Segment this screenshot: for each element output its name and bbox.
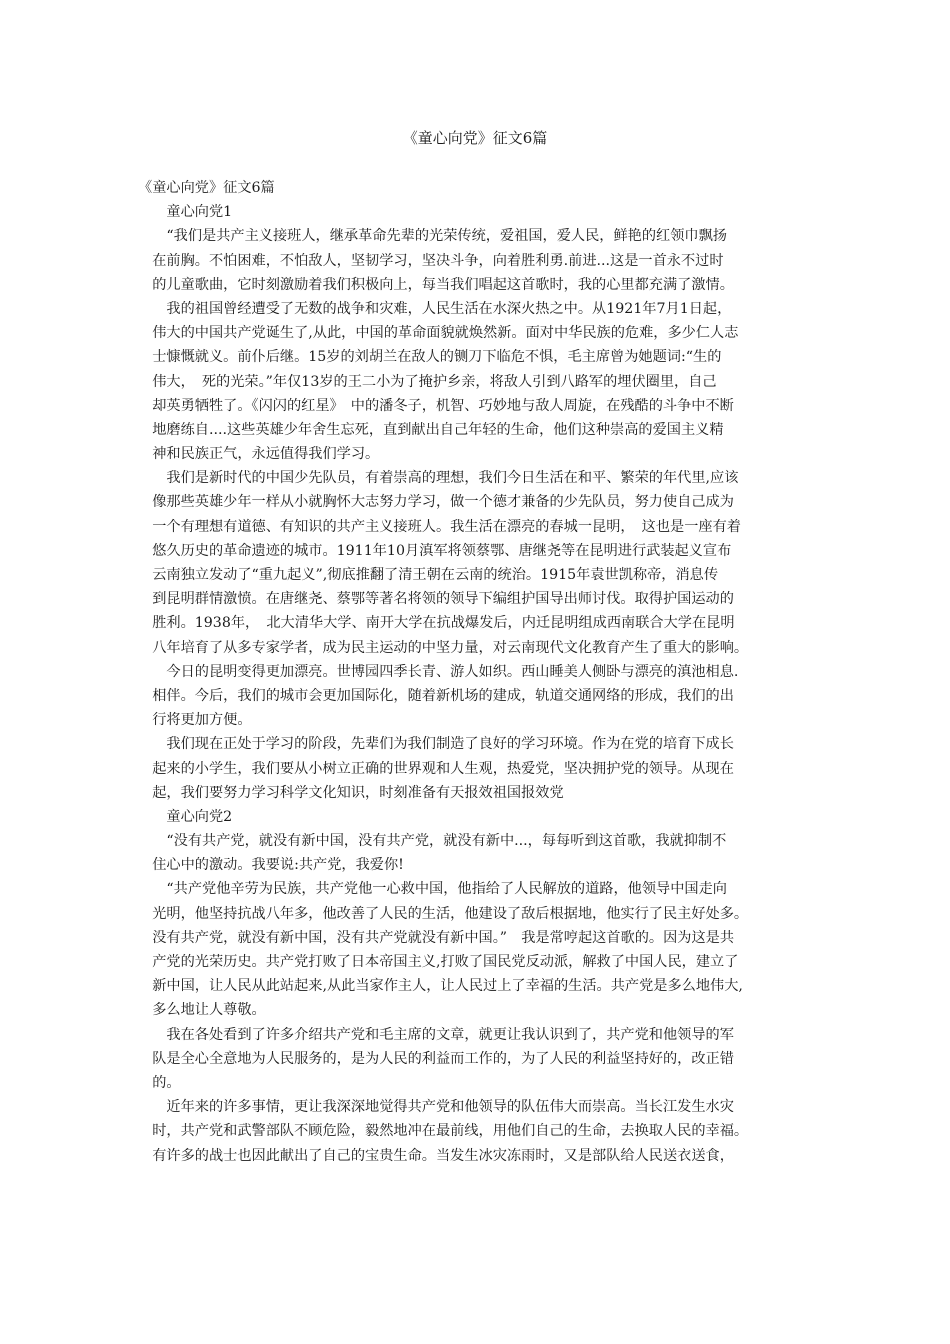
body-line: 童心向党1	[138, 204, 233, 221]
body-line: 《童心向党》征文6篇	[138, 180, 275, 196]
body-line: 神和民族正气，永远值得我们学习。	[138, 446, 380, 463]
body-line: 队是全心全意地为人民服务的，是为人民的利益而工作的，为了人民的利益坚持好的，改正错	[138, 1050, 734, 1067]
document-body	[138, 176, 828, 1168]
body-line: 一个有理想有道德、有知识的共产主义接班人。我生活在漂亮的春城一昆明， 这也是一座有着	[138, 518, 741, 535]
body-line: 胜利。1938年， 北大清华大学、南开大学在抗战爆发后，内迁昆明组成西南联合大学在昆明	[138, 615, 735, 632]
body-line: “共产党他辛劳为民族，共产党他一心救中国，他指给了人民解放的道路，他领导中国走向	[138, 881, 727, 898]
body-line: 士慷慨就义。前仆后继。15岁的刘胡兰在敌人的铡刀下临危不惧，毛主席曾为她题词:“生的	[138, 349, 722, 366]
body-line: 我们现在正处于学习的阶段，先辈们为我们制造了良好的学习环境。作为在党的培育下成长	[138, 736, 734, 753]
body-line: 我的祖国曾经遭受了无数的战争和灾难，人民生活在水深火热之中。从1921年7月1日起，	[138, 300, 732, 317]
body-line: 起来的小学生，我们要从小树立正确的世界观和人生观，热爱党，坚决拥护党的领导。从现在	[138, 760, 734, 777]
body-line: 我们是新时代的中国少先队员，有着崇高的理想，我们今日生活在和平、繁荣的年代里,应该	[138, 470, 739, 487]
body-line: 到昆明群情激愤。在唐继尧、蔡鄂等著名将领的领导下编组护国导出师讨伐。取得护国运动的	[138, 591, 734, 608]
body-line: 我在各处看到了许多介绍共产党和毛主席的文章，就更让我认识到了，共产党和他领导的军	[138, 1026, 734, 1043]
body-line: 悠久历史的革命遗迹的城市。1911年10月滇军将领蔡鄂、唐继尧等在昆明进行武装起义宣布	[138, 542, 732, 559]
document-title: 《童心向党》征文6篇	[402, 129, 548, 147]
body-line: 光明，他坚持抗战八年多，他改善了人民的生活，他建设了敌后根据地，他实行了民主好处多。	[138, 905, 749, 922]
body-line: 没有共产党，就没有新中国，没有共产党就没有新中国。” 我是常哼起这首歌的。因为这是共	[138, 929, 735, 946]
body-line: 的。	[138, 1074, 181, 1091]
body-line: 的儿童歌曲，它时刻激励着我们积极向上，每当我们唱起这首歌时，我的心里都充满了激情。	[138, 276, 734, 293]
body-line: 产党的光荣历史。共产党打败了日本帝国主义,打败了国民党反动派，解救了中国人民，建立了	[138, 954, 739, 970]
body-line: 有许多的战士也因此献出了自己的宝贵生命。当发生冰灾冻雨时，又是部队给人民送衣送食，	[138, 1147, 734, 1164]
body-line: 住心中的激动。我要说:共产党，我爱你!	[138, 857, 404, 874]
body-line: “我们是共产主义接班人，继承革命先辈的光荣传统，爱祖国，爱人民，鲜艳的红领巾飘扬	[138, 228, 727, 245]
body-line: 像那些英雄少年一样从小就胸怀大志努力学习，做一个德才兼备的少先队员，努力使自己成为	[138, 494, 734, 511]
body-line: 云南独立发动了“重九起义”,彻底推翻了清王朝在云南的统治。1915年袁世凯称帝，消息传	[138, 567, 719, 583]
body-line: 新中国，让人民从此站起来,从此当家作主人，让人民过上了幸福的生活。共产党是多么地伟大,	[138, 978, 743, 995]
body-line: 行将更加方便。	[138, 712, 252, 729]
body-line: 时，共产党和武警部队不顾危险，毅然地冲在最前线，用他们自己的生命，去换取人民的幸福。	[138, 1123, 749, 1140]
body-line: 八年培育了从多专家学者，成为民主运动的中坚力量，对云南现代文化教育产生了重大的影响。	[138, 639, 749, 656]
body-line: 伟大， 死的光荣。”年仅13岁的王二小为了掩护乡亲，将敌人引到八路军的埋伏圈里，自己	[138, 373, 717, 390]
body-line: 今日的昆明变得更加漂亮。世博园四季长青、游人如织。西山睡美人侧卧与漂亮的滇池相息.	[138, 663, 739, 680]
body-line: 地磨练自....这些英雄少年舍生忘死，直到献出自己年轻的生命，他们这种崇高的爱国主义精	[138, 421, 724, 438]
body-line: 却英勇牺牲了。《闪闪的红星》 中的潘冬子，机智、巧妙地与敌人周旋，在残酷的斗争中不断	[138, 397, 734, 414]
body-line: 相伴。今后，我们的城市会更加国际化，随着新机场的建成，轨道交通网络的形成，我们的出	[138, 687, 734, 704]
body-line: 近年来的许多事情，更让我深深地觉得共产党和他领导的队伍伟大而崇高。当长江发生水灾	[138, 1099, 734, 1116]
body-line: 起，我们要努力学习科学文化知识，时刻准备有天报效祖国报效党	[138, 784, 564, 801]
body-line: 伟大的中国共产党诞生了,从此，中国的革命面貌就焕然新。面对中华民族的危难，多少仁人志	[138, 325, 739, 342]
body-line: 多么地让人尊敬。	[138, 1002, 266, 1019]
body-line: 在前胸。不怕困难，不怕敌人，坚韧学习，坚决斗争，向着胜利勇.前进...这是一首永不过时	[138, 252, 724, 269]
body-line: 童心向党2	[138, 808, 233, 825]
body-line: “没有共产党，就没有新中国，没有共产党，就没有新中...，每每听到这首歌，我就抑制不	[138, 833, 727, 850]
